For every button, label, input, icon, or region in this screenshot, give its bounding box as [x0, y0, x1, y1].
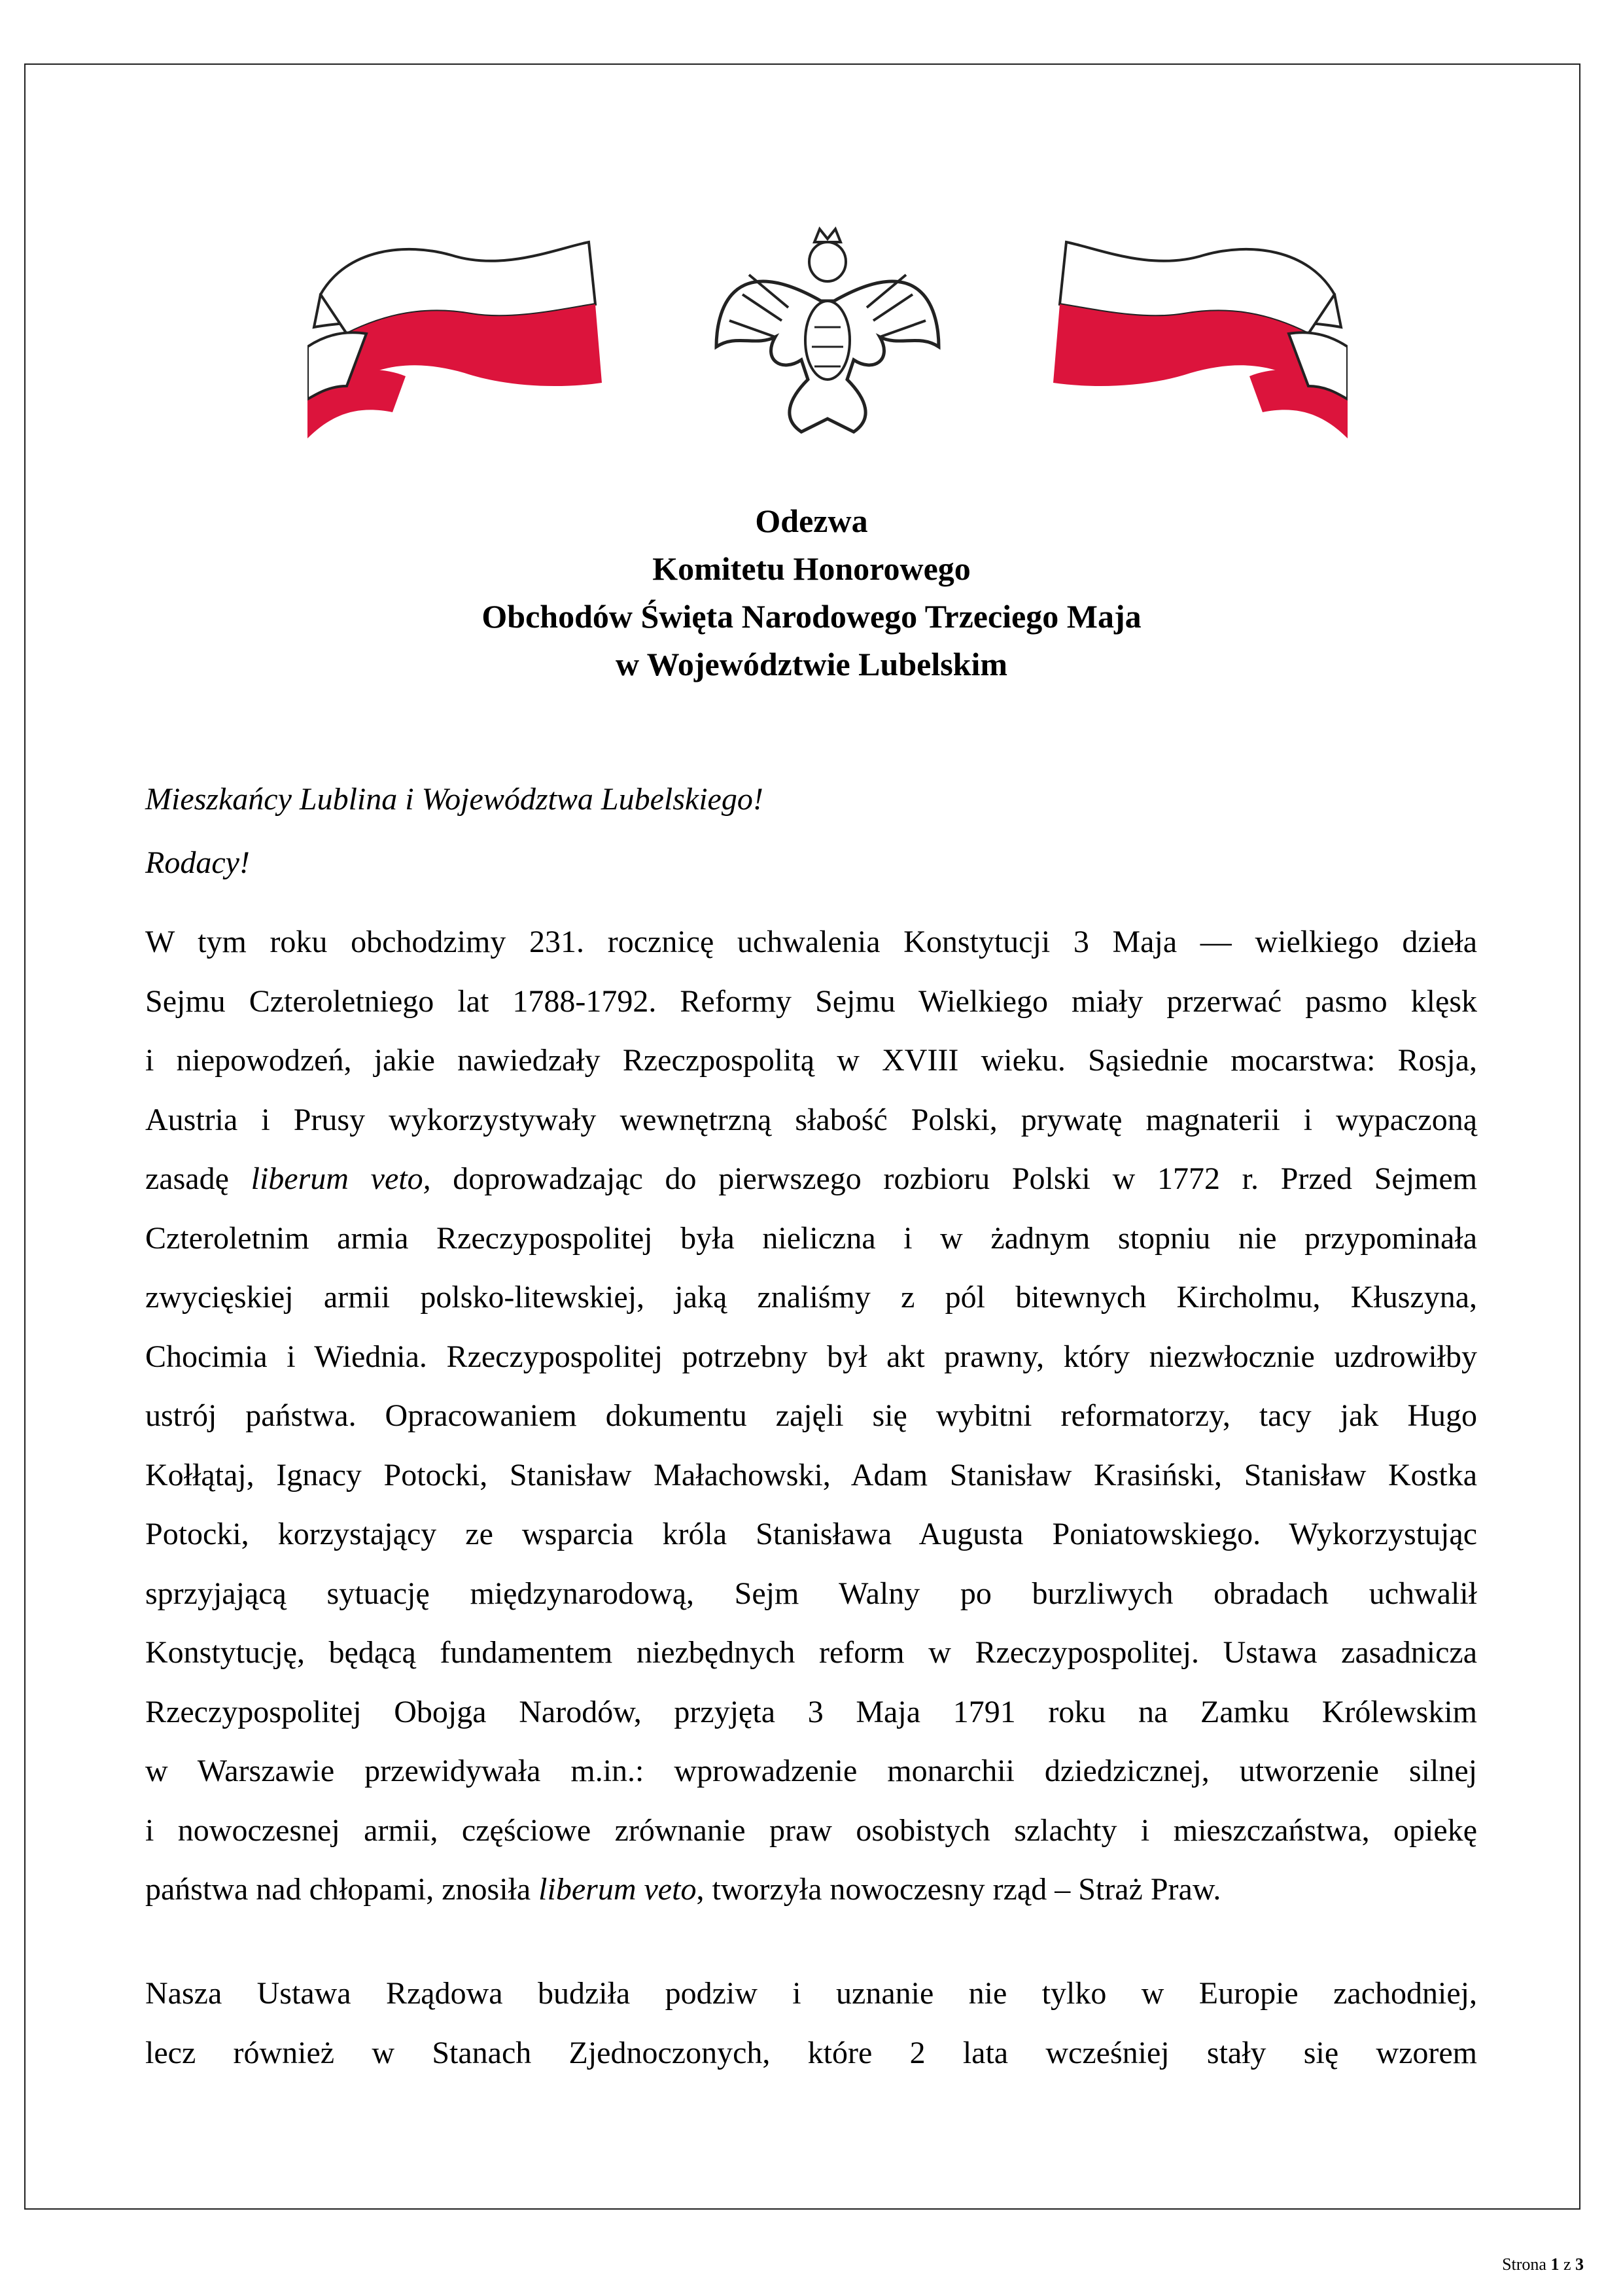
italic-term: liberum veto,: [251, 1161, 431, 1196]
page-total: 3: [1575, 2255, 1584, 2274]
document-title: [0, 497, 1623, 688]
text-line: Sejmu Czteroletniego lat 1788-1792. Reformy Sejmu Wielkiego miały przerwać pasmo klęsk: [145, 983, 1477, 1019]
greeting-line-2: Rodacy!: [145, 845, 250, 880]
text-line: zwycięskiej armii polsko-litewskiej, jaką znaliśmy z pól bitewnych Kircholmu, Kłuszyna,: [145, 1280, 1477, 1315]
header-emblem: [307, 222, 1348, 445]
text-line: ustrój państwa. Opracowaniem dokumentu zajęli się wybitni reformatorzy, tacy jak Hugo: [145, 1398, 1477, 1433]
greeting-line-1: Mieszkańcy Lublina i Województwa Lubelskiego!: [145, 782, 763, 817]
text-line: Austria i Prusy wykorzystywały wewnętrzną słabość Polski, prywatę magnaterii i wypaczoną: [145, 1102, 1477, 1137]
text-line: Rzeczypospolitej Obojga Narodów, przyjęta 3 Maja 1791 roku na Zamku Królewskim: [145, 1694, 1477, 1729]
text-line: Czteroletnim armia Rzeczypospolitej była nieliczna i w żadnym stopniu nie przypominała: [145, 1220, 1477, 1256]
text-line: w Warszawie przewidywała m.in.: wprowadzenie monarchii dziedzicznej, utworzenie silnej: [145, 1754, 1477, 1788]
text-run: doprowadzając do pierwszego rozbioru Polski w 1772 r. Przed Sejmem: [430, 1161, 1478, 1196]
text-line: Potocki, korzystający ze wsparcia króla Stanisława Augusta Poniatowskiego. Wykorzystując: [145, 1517, 1477, 1551]
greeting: [145, 768, 763, 894]
text-line: i nowoczesnej armii, częściowe zrównanie praw osobistych szlachty i mieszczaństwa, opiekę: [145, 1812, 1477, 1848]
text-line: W tym roku obchodzimy 231. rocznicę uchwalenia Konstytucji 3 Maja — wielkiego dzieła: [145, 925, 1477, 959]
italic-term: liberum veto: [538, 1872, 697, 1907]
text-line: lecz również w Stanach Zjednoczonych, które 2 lata wcześniej stały się wzorem: [145, 2035, 1477, 2070]
page-number: [1502, 2255, 1584, 2274]
text-line: Chocimia i Wiednia. Rzeczypospolitej potrzebny był akt prawny, który niezwłocznie uzdrowiłby: [145, 1339, 1477, 1374]
paragraph-2: [145, 1964, 1477, 2083]
text-run: , tworzyła nowoczesny rząd – Straż Praw.: [696, 1872, 1221, 1907]
text-line: Konstytucję, będącą fundamentem niezbędnych reform w Rzeczypospolitej. Ustawa zasadnicza: [145, 1635, 1477, 1670]
title-line-4: w Województwie Lubelskim: [615, 646, 1008, 682]
page-sep: z: [1563, 2255, 1571, 2274]
title-line-3: Obchodów Święta Narodowego Trzeciego Maja: [481, 598, 1142, 635]
text-line: [145, 1150, 1477, 1209]
left-flag-ribbon-icon: [307, 242, 602, 438]
text-line: Nasza Ustawa Rządowa budziła podziw i uznanie nie tylko w Europie zachodniej,: [145, 1976, 1477, 2011]
text-line: sprzyjającą sytuację międzynarodową, Sejm Walny po burzliwych obradach uchwalił: [145, 1576, 1477, 1611]
text-line: Kołłątaj, Ignacy Potocki, Stanisław Małachowski, Adam Stanisław Krasiński, Stanisław Kostka: [145, 1457, 1477, 1492]
text-line: i niepowodzeń, jakie nawiedzały Rzeczpospolitą w XVIII wieku. Sąsiednie mocarstwa: Rosja,: [145, 1043, 1477, 1078]
text-line: [145, 1860, 1477, 1920]
paragraph-1: [145, 913, 1477, 1920]
title-line-2: Komitetu Honorowego: [652, 550, 971, 587]
text-run: państwa nad chłopami, znosiła: [145, 1872, 539, 1907]
title-line-1: Odezwa: [755, 503, 868, 539]
page-current: 1: [1550, 2255, 1560, 2274]
white-eagle-emblem-icon: [716, 229, 939, 432]
right-flag-ribbon-icon: [1053, 242, 1348, 438]
page-prefix: Strona: [1502, 2255, 1546, 2274]
text-run: zasadę: [145, 1161, 251, 1196]
